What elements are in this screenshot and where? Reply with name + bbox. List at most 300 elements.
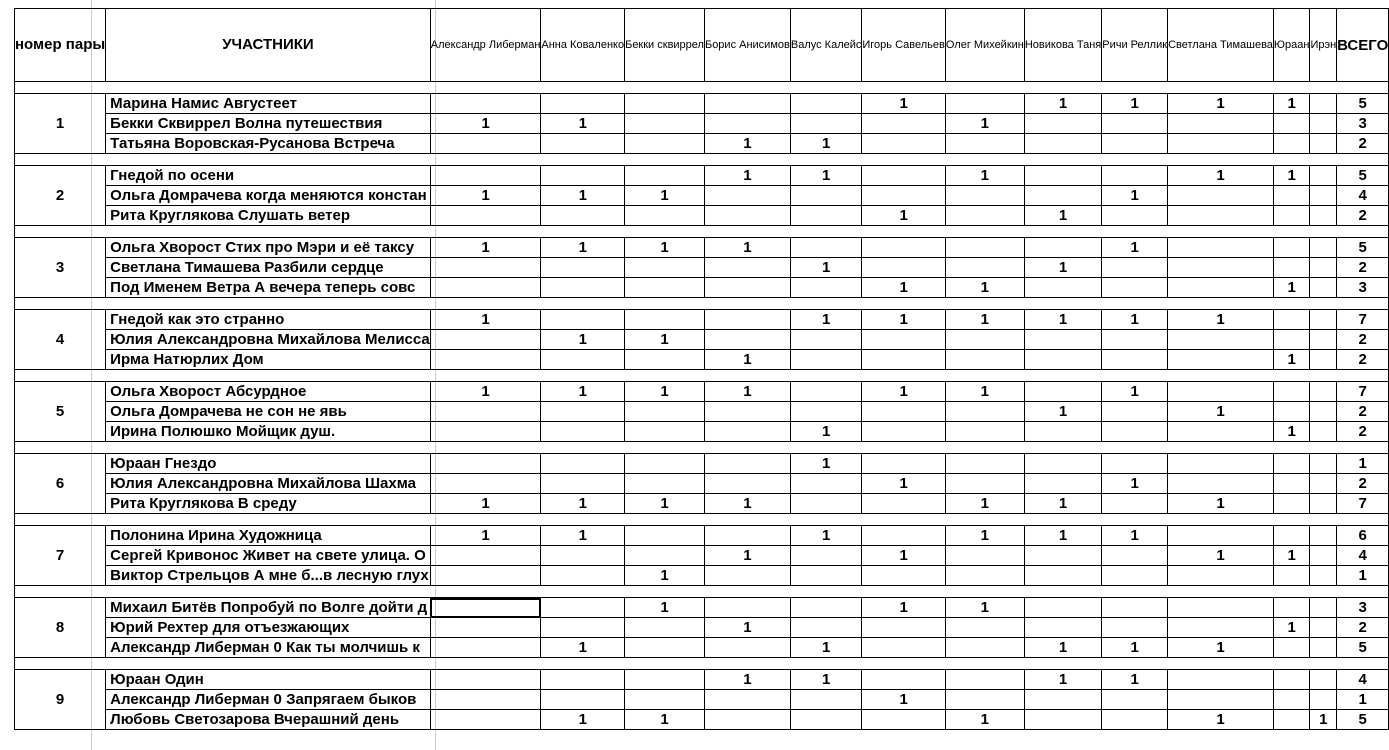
score-cell[interactable] (862, 186, 945, 206)
score-cell[interactable] (862, 422, 945, 442)
score-cell[interactable] (430, 258, 541, 278)
score-cell[interactable] (704, 258, 790, 278)
score-cell[interactable]: 1 (1024, 206, 1101, 226)
score-cell[interactable]: 1 (430, 238, 541, 258)
score-cell[interactable] (1310, 546, 1337, 566)
total-cell[interactable]: 5 (1337, 94, 1389, 114)
header-judge[interactable]: Ирэн (1310, 9, 1337, 82)
score-cell[interactable] (790, 474, 862, 494)
score-cell[interactable] (1102, 690, 1168, 710)
score-cell[interactable]: 1 (1273, 546, 1310, 566)
score-cell[interactable] (945, 186, 1024, 206)
score-cell[interactable] (790, 546, 862, 566)
header-judge[interactable]: Борис Анисимов (704, 9, 790, 82)
score-cell[interactable]: 1 (1273, 166, 1310, 186)
score-cell[interactable] (1273, 454, 1310, 474)
score-cell[interactable] (1273, 526, 1310, 546)
pair-number-cell[interactable]: 5 (15, 382, 106, 442)
participant-cell[interactable]: Рита Круглякова В среду (106, 494, 431, 514)
score-cell[interactable]: 1 (541, 330, 625, 350)
score-cell[interactable]: 1 (1102, 474, 1168, 494)
score-cell[interactable] (1273, 206, 1310, 226)
score-cell[interactable] (862, 350, 945, 370)
score-cell[interactable]: 1 (1168, 166, 1274, 186)
total-cell[interactable]: 6 (1337, 526, 1389, 546)
total-cell[interactable]: 2 (1337, 258, 1389, 278)
participant-cell[interactable]: Бекки Сквиррел Волна путешествия (106, 114, 431, 134)
score-cell[interactable]: 1 (1310, 710, 1337, 730)
score-cell[interactable] (1273, 186, 1310, 206)
score-cell[interactable] (945, 638, 1024, 658)
score-cell[interactable]: 1 (1273, 278, 1310, 298)
score-cell[interactable] (945, 402, 1024, 422)
score-cell[interactable]: 1 (1168, 546, 1274, 566)
participant-cell[interactable]: Ирина Полюшко Мойщик душ. (106, 422, 431, 442)
pair-number-cell[interactable]: 1 (15, 94, 106, 154)
score-cell[interactable] (1102, 546, 1168, 566)
score-cell[interactable]: 1 (790, 166, 862, 186)
score-cell[interactable] (1310, 278, 1337, 298)
score-cell[interactable]: 1 (625, 598, 705, 618)
score-cell[interactable] (1168, 670, 1274, 690)
score-cell[interactable]: 1 (625, 494, 705, 514)
score-cell[interactable] (790, 690, 862, 710)
score-cell[interactable] (862, 114, 945, 134)
score-cell[interactable]: 1 (1273, 94, 1310, 114)
score-cell[interactable] (1102, 454, 1168, 474)
score-cell[interactable]: 1 (541, 638, 625, 658)
score-cell[interactable]: 1 (1102, 382, 1168, 402)
participant-cell[interactable]: Юлия Александровна Михайлова Шахма (106, 474, 431, 494)
score-cell[interactable] (790, 382, 862, 402)
participant-cell[interactable]: Светлана Тимашева Разбили сердце (106, 258, 431, 278)
score-cell[interactable] (1102, 350, 1168, 370)
score-cell[interactable] (541, 402, 625, 422)
score-cell[interactable] (862, 166, 945, 186)
score-cell[interactable] (1102, 402, 1168, 422)
score-cell[interactable] (1273, 638, 1310, 658)
score-cell[interactable] (1310, 526, 1337, 546)
participant-cell[interactable]: Гнедой как это странно (106, 310, 431, 330)
score-cell[interactable] (862, 134, 945, 154)
pair-number-cell[interactable]: 9 (15, 670, 106, 730)
score-cell[interactable]: 1 (1102, 238, 1168, 258)
score-cell[interactable] (790, 94, 862, 114)
score-cell[interactable] (945, 94, 1024, 114)
score-cell[interactable] (1273, 114, 1310, 134)
total-cell[interactable]: 2 (1337, 134, 1389, 154)
score-cell[interactable] (945, 422, 1024, 442)
header-judge[interactable]: Олег Михейкин (945, 9, 1024, 82)
total-cell[interactable]: 7 (1337, 494, 1389, 514)
score-cell[interactable] (704, 598, 790, 618)
score-cell[interactable] (1273, 566, 1310, 586)
score-cell[interactable] (704, 114, 790, 134)
score-cell[interactable] (625, 422, 705, 442)
score-cell[interactable]: 1 (541, 382, 625, 402)
header-judge[interactable]: Анна Коваленко (541, 9, 625, 82)
total-cell[interactable]: 3 (1337, 114, 1389, 134)
participant-cell[interactable]: Марина Намис Августеет (106, 94, 431, 114)
score-cell[interactable] (1024, 114, 1101, 134)
score-cell[interactable] (625, 114, 705, 134)
participant-cell[interactable]: Михаил Битёв Попробуй по Волге дойти д (106, 598, 431, 618)
score-cell[interactable] (790, 494, 862, 514)
score-cell[interactable] (1024, 134, 1101, 154)
score-cell[interactable] (1024, 278, 1101, 298)
score-cell[interactable]: 1 (1102, 638, 1168, 658)
score-cell[interactable] (945, 134, 1024, 154)
score-cell[interactable] (1310, 258, 1337, 278)
score-cell[interactable] (1168, 422, 1274, 442)
score-cell[interactable] (945, 474, 1024, 494)
total-cell[interactable]: 5 (1337, 710, 1389, 730)
total-cell[interactable]: 2 (1337, 402, 1389, 422)
score-cell[interactable]: 1 (945, 598, 1024, 618)
score-cell[interactable]: 1 (704, 494, 790, 514)
score-cell[interactable] (1102, 134, 1168, 154)
score-cell[interactable] (1168, 690, 1274, 710)
score-cell[interactable] (541, 598, 625, 618)
score-cell[interactable] (945, 258, 1024, 278)
score-cell[interactable]: 1 (862, 310, 945, 330)
score-cell[interactable] (430, 454, 541, 474)
spacer-cell[interactable] (15, 154, 1389, 166)
score-cell[interactable] (430, 474, 541, 494)
score-cell[interactable]: 1 (862, 206, 945, 226)
header-pair-number[interactable]: номер пары (15, 9, 106, 82)
score-cell[interactable] (625, 206, 705, 226)
score-cell[interactable] (945, 238, 1024, 258)
score-cell[interactable] (541, 474, 625, 494)
score-cell[interactable]: 1 (790, 670, 862, 690)
spacer-cell[interactable] (15, 370, 1389, 382)
pair-number-cell[interactable]: 6 (15, 454, 106, 514)
header-judge[interactable]: Валус Калейс (790, 9, 862, 82)
score-cell[interactable] (430, 134, 541, 154)
header-participants[interactable]: УЧАСТНИКИ (106, 9, 431, 82)
participant-cell[interactable]: Ольга Домрачева когда меняются констан (106, 186, 431, 206)
spacer-cell[interactable] (15, 514, 1389, 526)
score-cell[interactable] (1168, 566, 1274, 586)
header-judge[interactable]: Новикова Таня (1024, 9, 1101, 82)
score-cell[interactable]: 1 (541, 526, 625, 546)
score-cell[interactable] (1310, 598, 1337, 618)
total-cell[interactable]: 2 (1337, 206, 1389, 226)
score-cell[interactable] (1102, 422, 1168, 442)
score-cell[interactable] (862, 638, 945, 658)
header-judge[interactable]: Ричи Реллик (1102, 9, 1168, 82)
spacer-cell[interactable] (15, 82, 1389, 94)
score-cell[interactable] (862, 526, 945, 546)
participant-cell[interactable]: Ольга Хворост Абсурдное (106, 382, 431, 402)
score-cell[interactable] (625, 618, 705, 638)
score-cell[interactable] (1024, 454, 1101, 474)
score-cell[interactable] (430, 166, 541, 186)
total-cell[interactable]: 2 (1337, 474, 1389, 494)
participant-cell[interactable]: Рита Круглякова Слушать ветер (106, 206, 431, 226)
participant-cell[interactable]: Под Именем Ветра А вечера теперь совс (106, 278, 431, 298)
score-cell[interactable] (704, 454, 790, 474)
score-cell[interactable] (430, 618, 541, 638)
score-cell[interactable] (430, 206, 541, 226)
score-cell[interactable]: 1 (1024, 670, 1101, 690)
score-cell[interactable]: 1 (862, 94, 945, 114)
total-cell[interactable]: 1 (1337, 454, 1389, 474)
score-cell[interactable]: 1 (704, 670, 790, 690)
score-cell[interactable] (541, 422, 625, 442)
total-cell[interactable]: 4 (1337, 186, 1389, 206)
score-cell[interactable]: 1 (430, 494, 541, 514)
score-cell[interactable] (430, 422, 541, 442)
score-cell[interactable] (1310, 134, 1337, 154)
score-cell[interactable]: 1 (790, 454, 862, 474)
score-cell[interactable] (625, 454, 705, 474)
score-cell[interactable] (862, 670, 945, 690)
score-cell[interactable] (1024, 166, 1101, 186)
score-cell[interactable]: 1 (945, 310, 1024, 330)
score-cell[interactable]: 1 (625, 710, 705, 730)
total-cell[interactable]: 3 (1337, 278, 1389, 298)
score-cell[interactable] (790, 350, 862, 370)
score-cell[interactable] (1273, 494, 1310, 514)
score-cell[interactable]: 1 (430, 382, 541, 402)
score-cell[interactable]: 1 (1024, 638, 1101, 658)
score-cell[interactable] (1310, 186, 1337, 206)
score-cell[interactable] (625, 166, 705, 186)
score-cell[interactable] (1024, 382, 1101, 402)
score-cell[interactable] (1168, 382, 1274, 402)
score-cell[interactable] (1102, 710, 1168, 730)
score-cell[interactable] (704, 422, 790, 442)
score-cell[interactable] (430, 566, 541, 586)
score-cell[interactable] (862, 494, 945, 514)
score-cell[interactable] (1273, 670, 1310, 690)
score-cell[interactable] (790, 710, 862, 730)
total-cell[interactable]: 1 (1337, 566, 1389, 586)
score-cell[interactable] (430, 638, 541, 658)
score-cell[interactable]: 1 (945, 382, 1024, 402)
score-cell[interactable] (1273, 258, 1310, 278)
score-cell[interactable] (704, 638, 790, 658)
score-cell[interactable] (790, 238, 862, 258)
participant-cell[interactable]: Юраан Один (106, 670, 431, 690)
score-cell[interactable] (1310, 350, 1337, 370)
score-cell[interactable] (625, 474, 705, 494)
participant-cell[interactable]: Ольга Хворост Стих про Мэри и её таксу (106, 238, 431, 258)
header-judge[interactable]: Светлана Тимашева (1168, 9, 1274, 82)
score-cell[interactable]: 1 (945, 710, 1024, 730)
score-cell[interactable] (790, 566, 862, 586)
total-cell[interactable]: 2 (1337, 350, 1389, 370)
score-cell[interactable] (862, 258, 945, 278)
score-cell[interactable]: 1 (541, 238, 625, 258)
total-cell[interactable]: 7 (1337, 310, 1389, 330)
score-cell[interactable] (1310, 238, 1337, 258)
score-cell[interactable] (430, 94, 541, 114)
score-cell[interactable]: 1 (945, 166, 1024, 186)
score-cell[interactable] (1310, 454, 1337, 474)
score-cell[interactable] (1273, 238, 1310, 258)
score-cell[interactable] (862, 402, 945, 422)
score-cell[interactable]: 1 (790, 134, 862, 154)
score-cell[interactable]: 1 (625, 186, 705, 206)
score-cell[interactable] (1310, 402, 1337, 422)
score-cell[interactable]: 1 (1168, 494, 1274, 514)
score-cell[interactable] (625, 258, 705, 278)
participant-cell[interactable]: Татьяна Воровская-Русанова Встреча (106, 134, 431, 154)
score-cell[interactable] (790, 598, 862, 618)
score-cell[interactable] (862, 454, 945, 474)
score-cell[interactable]: 1 (1024, 402, 1101, 422)
spacer-cell[interactable] (15, 442, 1389, 454)
score-cell[interactable] (1168, 598, 1274, 618)
score-cell[interactable] (625, 134, 705, 154)
score-cell[interactable]: 1 (1024, 310, 1101, 330)
score-cell[interactable] (704, 94, 790, 114)
score-cell[interactable] (541, 310, 625, 330)
spacer-cell[interactable] (15, 298, 1389, 310)
score-cell[interactable] (430, 350, 541, 370)
score-cell[interactable] (541, 546, 625, 566)
score-cell[interactable] (625, 94, 705, 114)
score-cell[interactable] (1024, 690, 1101, 710)
score-cell[interactable] (625, 310, 705, 330)
score-cell[interactable] (625, 690, 705, 710)
score-cell[interactable] (1102, 598, 1168, 618)
score-cell[interactable]: 1 (945, 526, 1024, 546)
score-cell[interactable] (1102, 206, 1168, 226)
score-cell[interactable] (704, 526, 790, 546)
score-cell[interactable] (430, 710, 541, 730)
score-cell[interactable] (541, 670, 625, 690)
score-cell[interactable] (1168, 186, 1274, 206)
score-cell[interactable] (1310, 690, 1337, 710)
score-cell[interactable]: 1 (1102, 526, 1168, 546)
participant-cell[interactable]: Юраан Гнездо (106, 454, 431, 474)
score-cell[interactable] (1102, 618, 1168, 638)
total-cell[interactable]: 5 (1337, 638, 1389, 658)
score-cell[interactable]: 1 (1102, 310, 1168, 330)
score-cell[interactable] (790, 206, 862, 226)
score-cell[interactable] (945, 566, 1024, 586)
score-cell[interactable] (1273, 474, 1310, 494)
score-cell[interactable] (945, 690, 1024, 710)
score-cell[interactable]: 1 (1168, 402, 1274, 422)
score-cell[interactable] (541, 166, 625, 186)
score-cell[interactable] (704, 402, 790, 422)
score-cell[interactable] (1310, 618, 1337, 638)
participant-cell[interactable]: Александр Либерман 0 Запрягаем быков (106, 690, 431, 710)
score-cell[interactable] (945, 670, 1024, 690)
score-cell[interactable] (862, 238, 945, 258)
score-cell[interactable] (625, 350, 705, 370)
score-cell[interactable] (862, 330, 945, 350)
score-cell[interactable] (430, 598, 541, 618)
score-cell[interactable] (1168, 526, 1274, 546)
score-cell[interactable] (1168, 454, 1274, 474)
score-cell[interactable] (1310, 566, 1337, 586)
score-cell[interactable] (1310, 206, 1337, 226)
score-cell[interactable] (1168, 350, 1274, 370)
score-cell[interactable] (1102, 566, 1168, 586)
total-cell[interactable]: 7 (1337, 382, 1389, 402)
score-cell[interactable]: 1 (790, 310, 862, 330)
score-cell[interactable] (541, 134, 625, 154)
score-cell[interactable] (1024, 474, 1101, 494)
score-cell[interactable] (1310, 114, 1337, 134)
total-cell[interactable]: 5 (1337, 166, 1389, 186)
score-cell[interactable]: 1 (625, 566, 705, 586)
score-cell[interactable]: 1 (625, 238, 705, 258)
score-cell[interactable]: 1 (790, 638, 862, 658)
score-cell[interactable] (541, 566, 625, 586)
score-cell[interactable] (625, 670, 705, 690)
score-cell[interactable]: 1 (1024, 94, 1101, 114)
score-cell[interactable] (1310, 670, 1337, 690)
spacer-cell[interactable] (15, 226, 1389, 238)
score-cell[interactable]: 1 (862, 690, 945, 710)
score-cell[interactable]: 1 (541, 186, 625, 206)
score-cell[interactable]: 1 (862, 546, 945, 566)
score-cell[interactable] (541, 206, 625, 226)
spacer-cell[interactable] (15, 658, 1389, 670)
score-cell[interactable] (1168, 206, 1274, 226)
score-cell[interactable]: 1 (1024, 494, 1101, 514)
total-cell[interactable]: 2 (1337, 330, 1389, 350)
score-cell[interactable]: 1 (430, 526, 541, 546)
score-cell[interactable] (1024, 566, 1101, 586)
participant-cell[interactable]: Александр Либерман 0 Как ты молчишь к (106, 638, 431, 658)
score-cell[interactable]: 1 (1102, 670, 1168, 690)
total-cell[interactable]: 5 (1337, 238, 1389, 258)
score-cell[interactable] (1310, 474, 1337, 494)
score-cell[interactable]: 1 (1024, 526, 1101, 546)
score-cell[interactable] (704, 206, 790, 226)
score-cell[interactable]: 1 (625, 330, 705, 350)
total-cell[interactable]: 2 (1337, 422, 1389, 442)
score-cell[interactable] (790, 114, 862, 134)
score-cell[interactable] (1168, 278, 1274, 298)
score-cell[interactable]: 1 (945, 494, 1024, 514)
score-cell[interactable] (1310, 638, 1337, 658)
score-cell[interactable] (1273, 382, 1310, 402)
total-cell[interactable]: 4 (1337, 546, 1389, 566)
score-cell[interactable] (1273, 134, 1310, 154)
score-cell[interactable]: 1 (430, 186, 541, 206)
score-cell[interactable]: 1 (1273, 422, 1310, 442)
score-cell[interactable] (430, 690, 541, 710)
score-cell[interactable]: 1 (790, 422, 862, 442)
score-cell[interactable] (1168, 330, 1274, 350)
score-cell[interactable]: 1 (541, 710, 625, 730)
score-cell[interactable] (704, 710, 790, 730)
score-cell[interactable] (1102, 114, 1168, 134)
score-cell[interactable] (625, 278, 705, 298)
score-cell[interactable] (541, 350, 625, 370)
score-cell[interactable] (945, 206, 1024, 226)
score-cell[interactable] (1273, 690, 1310, 710)
score-cell[interactable]: 1 (704, 382, 790, 402)
score-cell[interactable] (1102, 166, 1168, 186)
score-cell[interactable]: 1 (1273, 350, 1310, 370)
participant-cell[interactable]: Сергей Кривонос Живет на свете улица. О (106, 546, 431, 566)
score-cell[interactable]: 1 (790, 526, 862, 546)
score-cell[interactable]: 1 (1168, 310, 1274, 330)
score-cell[interactable]: 1 (541, 494, 625, 514)
score-cell[interactable] (1310, 422, 1337, 442)
score-cell[interactable] (541, 258, 625, 278)
